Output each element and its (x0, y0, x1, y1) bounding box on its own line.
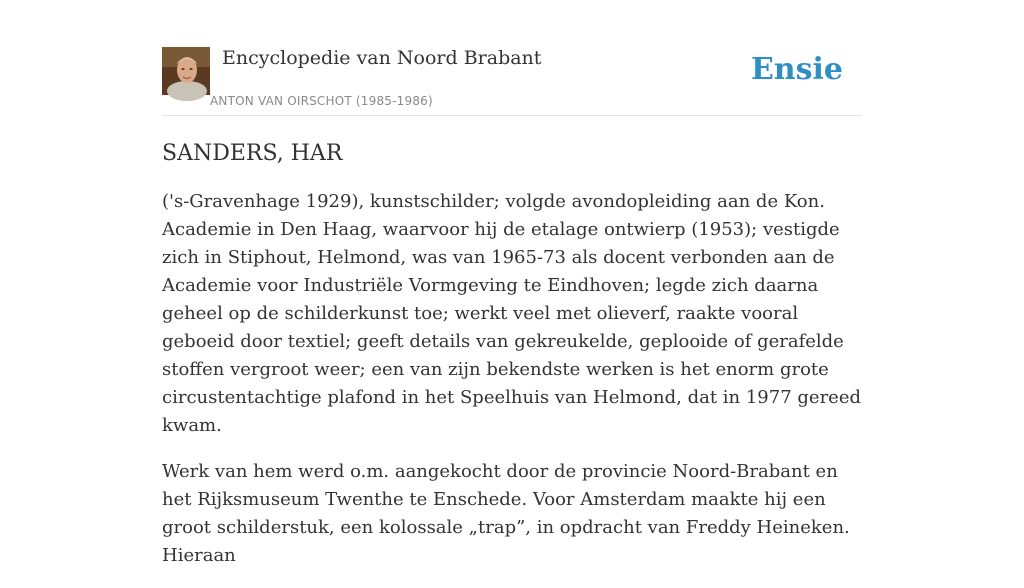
article-body (162, 138, 864, 588)
page-header (162, 46, 862, 116)
article-paragraph: Werk van hem werd o.m. aangekocht door de provincie Noord-Brabant en het Rijksmuseum Twenthe te Enschede. Voor Amsterdam maakte hij een groot schilderstuk, een kolossale „trap”, in opdracht van Freddy Heineken. Hieraan (162, 461, 850, 566)
article-headword: SANDERS, HAR (162, 141, 343, 166)
author-avatar[interactable] (162, 47, 210, 95)
author-portrait-icon (162, 47, 210, 95)
article-paragraph: ('s-Gravenhage 1929), kunstschilder; volgde avondopleiding aan de Kon. Academie in Den Haag, waarvoor hij de etalage ontwierp (1953); vestigde zich in Stiphout, Helmond, was van 1965-73 als docent verbonden aan de Academie voor Industriële Vormgeving te Eindhoven; legde zich daarna geheel op de schilderkunst toe; werkt veel met olieverf, raakte vooral geboeid door textiel; geeft details van gekreukelde, geplooide of gerafelde stoffen vergroot weer; een van zijn bekendste werken is het enorm grote circustentachtige plafond in het Speelhuis van Helmond, dat in 1977 gereed kwam. (162, 191, 861, 436)
ensie-logo[interactable]: Ensie (750, 52, 843, 87)
author-name[interactable]: ANTON VAN OIRSCHOT (1985-1986) (210, 94, 433, 108)
header-divider (162, 115, 862, 116)
publication-title[interactable]: Encyclopedie van Noord Brabant (222, 47, 542, 69)
